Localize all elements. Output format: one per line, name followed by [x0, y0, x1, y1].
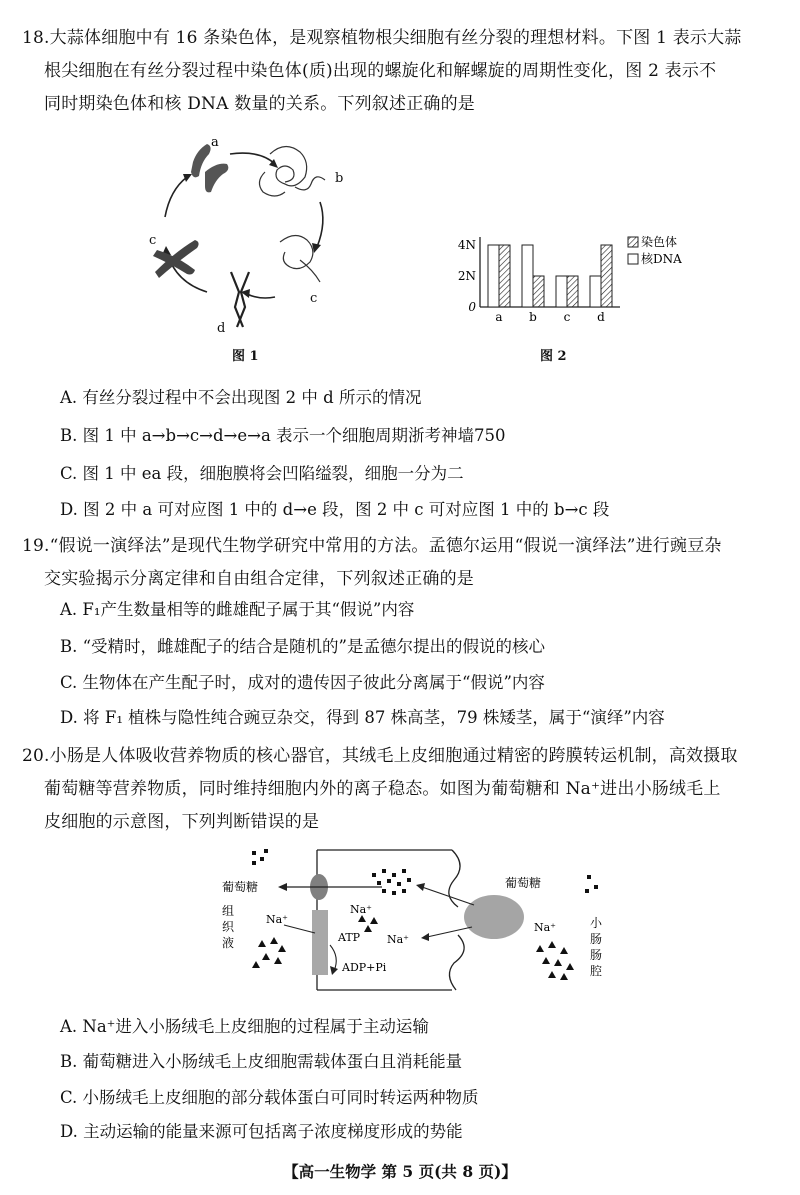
- x-category-label: c: [563, 310, 571, 324]
- question-number: 20.: [22, 746, 50, 766]
- chart-tick-labels: [458, 238, 477, 314]
- label-lumen-3: 肠: [590, 948, 603, 962]
- q20-option-c[interactable]: C. 小肠绒毛上皮细胞的部分载体蛋白可同时转运两种物质: [60, 1088, 479, 1107]
- bar-chromosome-a: [499, 245, 510, 307]
- stem-line: 葡萄糖等营养物质，同时维持细胞内外的离子稳态。如图为葡萄糖和 Na⁺进出小肠绒毛上: [44, 779, 721, 799]
- figure-2-bar-chart: [450, 225, 700, 330]
- cycle-arrow: [317, 202, 323, 247]
- cycle-arrow: [247, 294, 275, 298]
- q19-option-b[interactable]: B. “受精时，雌雄配子的结合是随机的”是孟德尔提出的假说的核心: [60, 637, 545, 656]
- q18-option-b[interactable]: B. 图 1 中 a→b→c→d→e→a 表示一个细胞周期浙考神墙750: [60, 426, 506, 445]
- bar-dna-b: [522, 245, 533, 307]
- q19-option-a[interactable]: A. F₁产生数量相等的雌雄配子属于其“假说”内容: [60, 600, 415, 619]
- cell-membrane: [317, 850, 464, 990]
- q18-option-c[interactable]: C. 图 1 中 ea 段，细胞膜将会凹陷缢裂，细胞一分为二: [60, 464, 464, 483]
- label-lumen-1: 小: [590, 916, 603, 930]
- question-18-stem: [22, 22, 778, 121]
- label-na-mid: Na⁺: [350, 903, 372, 916]
- chart-bars: [488, 245, 612, 307]
- q20-option-d[interactable]: D. 主动运输的能量来源可包括离子浓度梯度形成的势能: [60, 1122, 463, 1141]
- label-lumen-2: 肠: [590, 932, 603, 946]
- q20-option-a[interactable]: A. Na⁺进入小肠绒毛上皮细胞的过程属于主动运输: [60, 1017, 429, 1036]
- stem-line: 小肠是人体吸收营养物质的核心器官，其绒毛上皮细胞通过精密的跨膜转运机制，高效摄取: [49, 746, 738, 766]
- q18-option-d[interactable]: D. 图 2 中 a 可对应图 1 中的 d→e 段，图 2 中 c 可对应图 1 中的 b→c 段: [60, 500, 610, 519]
- label-a: a: [211, 135, 219, 150]
- bar-chromosome-c: [567, 276, 578, 307]
- label-na-right: Na⁺: [534, 921, 556, 934]
- cycle-arrow: [230, 153, 275, 164]
- q18-option-a[interactable]: A. 有丝分裂过程中不会出现图 2 中 d 所示的情况: [60, 388, 422, 407]
- y-tick-label: 2N: [457, 269, 476, 283]
- label-glucose-right: 葡萄糖: [505, 876, 542, 890]
- chromosome-c-left: [149, 233, 199, 278]
- chart-legend: [628, 234, 682, 266]
- stem-line: “假说一演绎法”是现代生物学研究中常用的方法。孟德尔运用“假说一演绎法”进行豌豆杂: [49, 536, 722, 556]
- label-tissue-fluid-2: 织: [222, 920, 235, 934]
- x-category-label: b: [529, 310, 537, 324]
- figure-2-caption: 图 2: [540, 349, 567, 364]
- page-footer: 【高一生物学 第 5 页(共 8 页)】: [283, 1162, 517, 1181]
- q19-option-d[interactable]: D. 将 F₁ 植株与隐性纯合豌豆杂交，得到 87 株高茎，79 株矮茎，属于“演绎”内容: [60, 708, 665, 727]
- label-atp: ATP: [338, 931, 361, 944]
- bar-chromosome-d: [601, 245, 612, 307]
- bar-dna-c: [556, 276, 567, 307]
- label-tissue-fluid-1: 组: [222, 904, 235, 918]
- question-19-stem: [22, 530, 778, 596]
- sodium-pump: [312, 910, 328, 975]
- y-tick-label: 0: [468, 300, 476, 314]
- question-number: 18.: [22, 28, 50, 48]
- cycle-arrow: [165, 177, 187, 217]
- y-tick-label: 4N: [457, 238, 476, 252]
- label-adp: ADP+Pi: [342, 961, 387, 974]
- q19-option-c[interactable]: C. 生物体在产生配子时，成对的遗传因子彼此分离属于“假说”内容: [60, 673, 545, 692]
- sodium-ions: [252, 915, 574, 980]
- stem-line: 交实验揭示分离定律和自由组合定律，下列叙述正确的是: [44, 569, 474, 589]
- chart-category-labels: [495, 310, 605, 324]
- bar-dna-d: [590, 276, 601, 307]
- label-na-left: Na⁺: [266, 913, 288, 926]
- label-glucose-left: 葡萄糖: [222, 880, 259, 894]
- chromatin-b: [259, 146, 343, 196]
- intestinal-cell-diagram: [222, 845, 622, 995]
- x-category-label: a: [495, 310, 503, 324]
- figure-1-chromosome-cycle: [135, 132, 355, 337]
- chromosome-a: [191, 135, 228, 192]
- label-c-left: c: [149, 233, 157, 248]
- question-number: 19.: [22, 536, 50, 556]
- stem-line: 皮细胞的示意图，下列判断错误的是: [44, 812, 320, 832]
- stem-line: 同时期染色体和核 DNA 数量的关系。下列叙述正确的是: [44, 94, 475, 114]
- figure-1-caption: 图 1: [232, 349, 259, 364]
- bar-dna-a: [488, 245, 499, 307]
- bar-chromosome-b: [533, 276, 544, 307]
- question-20-stem: [22, 740, 778, 839]
- label-lumen-4: 腔: [590, 964, 603, 978]
- x-category-label: d: [597, 310, 605, 324]
- label-b: b: [335, 171, 344, 186]
- q20-option-b[interactable]: B. 葡萄糖进入小肠绒毛上皮细胞需载体蛋白且消耗能量: [60, 1052, 463, 1071]
- stem-line: 根尖细胞在有丝分裂过程中染色体(质)出现的螺旋化和解螺旋的周期性变化，图 2 表示不: [44, 61, 717, 81]
- label-na-cell: Na⁺: [387, 933, 409, 946]
- legend-dna: 核DNA: [641, 252, 682, 266]
- label-c-right: c: [310, 291, 318, 306]
- chromosome-d: [217, 272, 249, 336]
- glucose-na-symporter: [464, 895, 524, 939]
- legend-chromosome: 染色体: [641, 235, 678, 249]
- label-tissue-fluid-3: 液: [222, 936, 235, 950]
- stem-line: 大蒜体细胞中有 16 条染色体，是观察植物根尖细胞有丝分裂的理想材料。下图 1 表示大蒜: [49, 28, 742, 48]
- label-d: d: [217, 321, 226, 336]
